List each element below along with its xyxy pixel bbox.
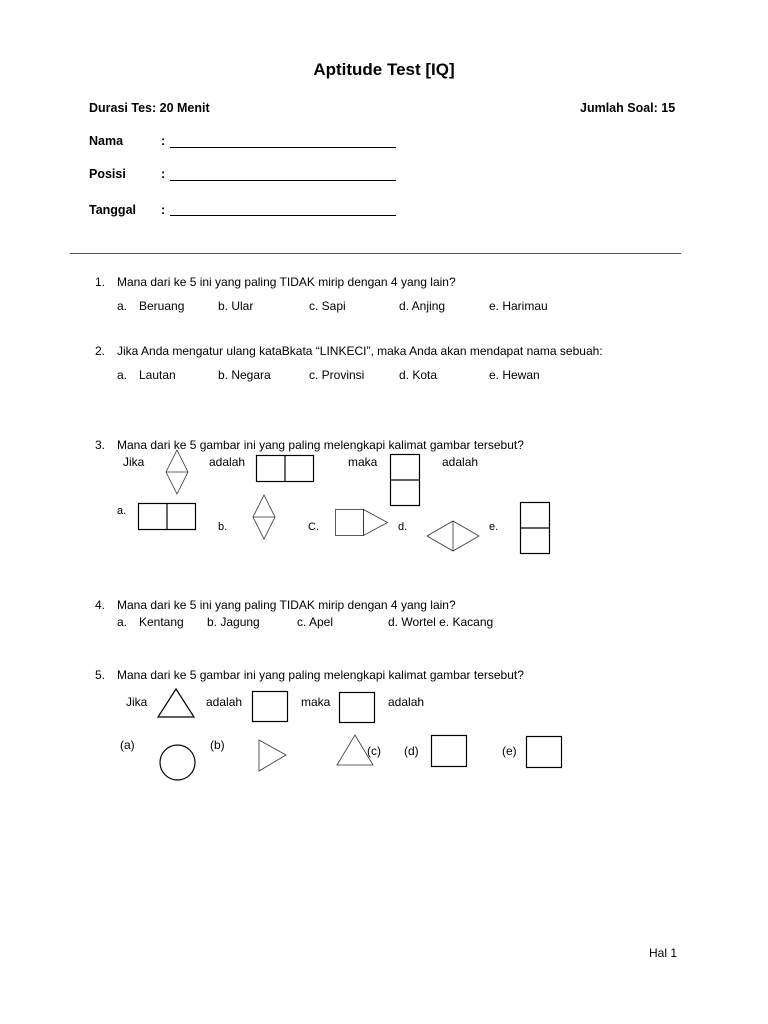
q1-option-c[interactable]: c. Sapi bbox=[309, 299, 346, 313]
page-number: Hal 1 bbox=[649, 946, 678, 960]
q2-text: Jika Anda mengatur ulang kataBkata “LINKECI”, maka Anda akan mendapat nama sebuah: bbox=[117, 344, 603, 358]
q3-adalah-2: adalah bbox=[442, 455, 479, 469]
position-colon: : bbox=[161, 167, 166, 181]
q4-option-c[interactable]: c. Apel bbox=[297, 615, 334, 629]
q3-option-c-label[interactable]: C. bbox=[308, 521, 319, 533]
q4-option-d-e[interactable]: d. Wortel e. Kacang bbox=[388, 615, 494, 629]
page-title: Aptitude Test [IQ] bbox=[313, 60, 455, 79]
position-label: Posisi bbox=[89, 167, 126, 181]
q4-number: 4. bbox=[95, 598, 106, 612]
q2-option-a-letter: a. bbox=[117, 368, 128, 382]
q1-option-a-letter: a. bbox=[117, 299, 128, 313]
q2-option-a[interactable]: Lautan bbox=[139, 368, 176, 382]
q5-square-icon-2 bbox=[339, 692, 375, 723]
q1-option-e[interactable]: e. Harimau bbox=[489, 299, 548, 313]
q5-option-a-label[interactable]: (a) bbox=[120, 738, 135, 752]
header-divider bbox=[70, 253, 681, 254]
q3-double-square-horizontal-icon bbox=[256, 455, 314, 482]
q3-adalah-1: adalah bbox=[209, 455, 246, 469]
q1-option-b[interactable]: b. Ular bbox=[218, 299, 254, 313]
q5-adalah-1: adalah bbox=[206, 695, 243, 709]
q5-option-e-square-icon[interactable] bbox=[526, 736, 562, 768]
question-count: Jumlah Soal: 15 bbox=[580, 101, 676, 115]
date-colon: : bbox=[161, 203, 166, 217]
q3-option-d-horizontal-diamond-icon[interactable] bbox=[427, 521, 479, 551]
date-label: Tanggal bbox=[89, 203, 136, 217]
q3-maka: maka bbox=[348, 455, 378, 469]
test-duration: Durasi Tes: 20 Menit bbox=[89, 101, 210, 115]
q3-option-d-label[interactable]: d. bbox=[398, 521, 408, 533]
q3-number: 3. bbox=[95, 438, 106, 452]
q4-option-a[interactable]: Kentang bbox=[139, 615, 184, 629]
q3-diamond-split-icon bbox=[166, 450, 188, 494]
q3-text: Mana dari ke 5 gambar ini yang paling melengkapi kalimat gambar tersebut? bbox=[117, 438, 524, 452]
q5-option-a-circle-icon[interactable] bbox=[159, 744, 196, 781]
q3-option-c-square-triangle-icon[interactable] bbox=[335, 509, 388, 536]
q5-triangle-icon bbox=[157, 688, 195, 718]
q3-option-a-double-square-icon[interactable] bbox=[138, 503, 196, 530]
q5-option-e-label[interactable]: (e) bbox=[502, 744, 517, 758]
name-label: Nama bbox=[89, 134, 124, 148]
q4-text: Mana dari ke 5 ini yang paling TIDAK mirip dengan 4 yang lain? bbox=[117, 598, 456, 612]
q3-option-b-label[interactable]: b. bbox=[218, 521, 228, 533]
q3-double-square-vertical-icon bbox=[390, 454, 420, 506]
q5-square-icon bbox=[252, 691, 288, 722]
q2-option-d[interactable]: d. Kota bbox=[399, 368, 438, 382]
name-field[interactable] bbox=[170, 147, 396, 148]
q5-option-d-square-icon[interactable] bbox=[431, 735, 467, 767]
q5-option-b-right-triangle-icon[interactable] bbox=[258, 739, 287, 772]
q5-number: 5. bbox=[95, 668, 106, 682]
q2-option-c[interactable]: c. Provinsi bbox=[309, 368, 365, 382]
q1-text: Mana dari ke 5 ini yang paling TIDAK mirip dengan 4 yang lain? bbox=[117, 275, 456, 289]
q5-jika: Jika bbox=[126, 695, 148, 709]
q5-option-b-label[interactable]: (b) bbox=[210, 738, 225, 752]
q3-jika: Jika bbox=[123, 455, 145, 469]
q1-option-d[interactable]: d. Anjing bbox=[399, 299, 446, 313]
q5-option-c-label[interactable]: (c) bbox=[367, 744, 381, 758]
date-field[interactable] bbox=[170, 215, 396, 216]
q3-option-b-diamond-split-icon[interactable] bbox=[253, 495, 275, 539]
q3-option-e-label[interactable]: e. bbox=[489, 521, 499, 533]
q5-adalah-2: adalah bbox=[388, 695, 425, 709]
q3-option-e-double-square-vertical-icon[interactable] bbox=[520, 502, 550, 554]
q3-option-a-label[interactable]: a. bbox=[117, 505, 127, 517]
q2-option-b[interactable]: b. Negara bbox=[218, 368, 271, 382]
q5-text: Mana dari ke 5 gambar ini yang paling melengkapi kalimat gambar tersebut? bbox=[117, 668, 524, 682]
q5-option-d-label[interactable]: (d) bbox=[404, 744, 419, 758]
q2-number: 2. bbox=[95, 344, 106, 358]
q2-option-e[interactable]: e. Hewan bbox=[489, 368, 540, 382]
name-colon: : bbox=[161, 134, 166, 148]
q1-number: 1. bbox=[95, 275, 106, 289]
q4-option-a-letter: a. bbox=[117, 615, 128, 629]
q5-maka: maka bbox=[301, 695, 331, 709]
q4-option-b[interactable]: b. Jagung bbox=[207, 615, 260, 629]
position-field[interactable] bbox=[170, 180, 396, 181]
q1-option-a[interactable]: Beruang bbox=[139, 299, 185, 313]
